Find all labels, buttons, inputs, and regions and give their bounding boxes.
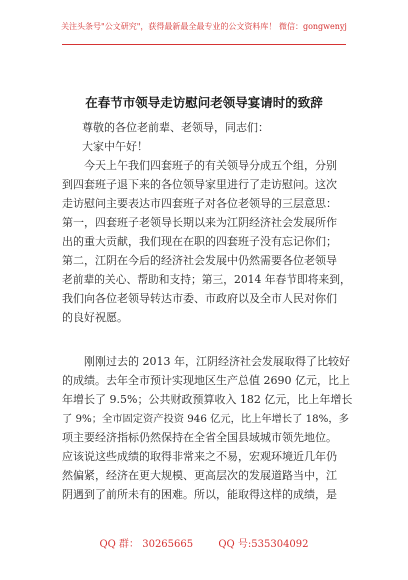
paragraph-line: 出的重大贡献，我们现在在职的四套班子没有忘记你们； bbox=[62, 235, 337, 248]
paragraph-line: 老前辈的关心、帮助和支持；第三，2014 年春节即将来到， bbox=[62, 273, 351, 286]
header-banner: 关注头条号"公文研究"，获得最新最全最专业的公文资料库！ 微信：gongwenyj bbox=[61, 22, 347, 31]
paragraph-line: 了 9%；全市固定资产投资 946 亿元，比上年增长了 18%，多 bbox=[62, 413, 349, 425]
paragraph-line: 到四套班子退下来的各位领导家里进行了走访慰问。这次 bbox=[62, 178, 337, 191]
paragraph-line: 应该说这些成绩的取得非常来之不易，宏观环境近几年仍 bbox=[62, 450, 337, 463]
paragraph-line: 第一，四套班子老领导长期以来为江阴经济社会发展所作 bbox=[62, 216, 337, 229]
header-divider bbox=[62, 44, 346, 45]
paragraph-line: 阴遇到了前所未有的困难。所以，能取得这样的成绩，是 bbox=[62, 488, 337, 501]
greeting-line: 大家中午好！ bbox=[82, 140, 148, 153]
paragraph-line: 年增长了 9.5%；公共财政预算收入 182 亿元，比上年增长 bbox=[62, 393, 352, 406]
qq-account-number: QQ 号:535304092 bbox=[218, 539, 309, 550]
qq-group-number: QQ 群： 30265665 bbox=[99, 539, 194, 550]
paragraph-line: 走访慰问主要表达市四套班子对各位老领导的三层意思： bbox=[62, 197, 337, 210]
paragraph-line: 我们向各位老领导转达市委、市政府以及全市人民对你们 bbox=[62, 292, 337, 305]
footer-contact bbox=[0, 539, 408, 551]
paragraph-line: 第二，江阴在今后的经济社会发展中仍然需要各位老领导 bbox=[62, 254, 337, 267]
paragraph-line: 刚刚过去的 2013 年，江阴经济社会发展取得了比较好 bbox=[84, 355, 350, 368]
paragraph-line: 的良好祝愿。 bbox=[62, 311, 128, 324]
paragraph-line: 今天上午我们四套班子的有关领导分成五个组，分别 bbox=[84, 159, 337, 172]
document-title: 在春节市领导走访慰问老领导宴请时的致辞 bbox=[85, 95, 323, 110]
paragraph-line: 然偏紧，经济在更大规模、更高层次的发展道路当中，江 bbox=[62, 469, 337, 482]
paragraph-line: 的成绩。去年全市预计实现地区生产总值 2690 亿元，比上 bbox=[62, 374, 350, 387]
salutation-line: 尊敬的各位老前辈、老领导，同志们： bbox=[82, 121, 269, 134]
paragraph-line: 项主要经济指标仍然保持在全省全国县域城市领先地位。 bbox=[62, 431, 337, 444]
